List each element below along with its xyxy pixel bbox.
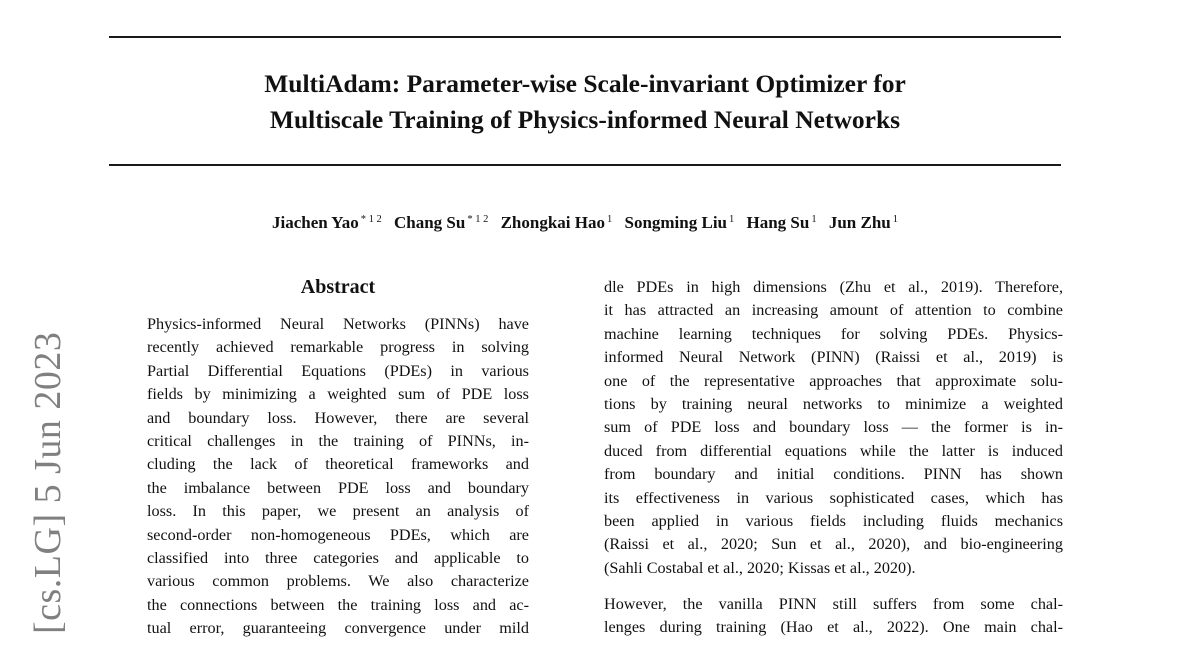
text-line: critical challenges in the training of PINNs, in- — [147, 432, 529, 451]
author-name: Hang Su — [746, 213, 810, 232]
intro-paragraph — [604, 276, 1063, 580]
text-line: its effectiveness in various sophisticated cases, which has — [604, 488, 1063, 507]
text-line: (Raissi et al., 2020; Sun et al., 2020), and bio-engineering — [604, 535, 1063, 554]
title-rule-bottom — [109, 164, 1061, 166]
author — [394, 208, 488, 235]
text-line: second-order non-homogeneous PDEs, which are — [147, 525, 529, 544]
paper-title — [109, 66, 1061, 138]
title-line: Multiscale Training of Physics-informed Neural Networks — [269, 105, 901, 134]
text-line: various common problems. We also characterize — [147, 572, 529, 591]
author — [829, 208, 898, 235]
text-line: been applied in various fields including fluids mechanics — [604, 512, 1063, 531]
text-line: loss. In this paper, we present an analysis of — [147, 502, 529, 521]
abstract-body — [147, 313, 529, 641]
author — [747, 208, 817, 235]
text-line: Partial Differential Equations (PDEs) in various — [147, 361, 529, 380]
text-line: recently achieved remarkable progress in solving — [147, 338, 529, 357]
text-line: (Sahli Costabal et al., 2020; Kissas et al., 2020). — [604, 558, 916, 577]
text-line: one of the representative approaches that approximate solu- — [604, 371, 1063, 390]
author — [501, 208, 613, 235]
author-name: Chang Su — [393, 213, 466, 232]
author-name: Jiachen Yao — [271, 213, 359, 232]
text-line: informed Neural Network (PINN) (Raissi et al., 2019) is — [604, 348, 1063, 367]
intro-paragraph — [604, 593, 1063, 640]
author-name: Jun Zhu — [828, 213, 891, 232]
author-name: Songming Liu — [624, 213, 727, 232]
text-line: tions by training neural networks to minimize a weighted — [604, 395, 1063, 414]
author-affiliation: 1 — [811, 214, 817, 225]
author-affiliation: 1 — [606, 214, 613, 225]
author — [272, 208, 382, 235]
text-line: dle PDEs in high dimensions (Zhu et al., 2019). Therefore, — [604, 278, 1063, 296]
author — [624, 208, 734, 235]
author-affiliation: * 1 2 — [467, 214, 489, 225]
text-line: from boundary and initial conditions. PINN has shown — [604, 465, 1063, 484]
author-name: Zhongkai Hao — [500, 213, 605, 232]
arxiv-stamp: [cs.LG] 5 Jun 2023 — [27, 331, 69, 634]
author-list — [109, 208, 1061, 235]
text-line: the imbalance between PDE loss and boundary — [147, 478, 529, 497]
text-line: classified into three categories and applicable to — [147, 549, 529, 568]
author-affiliation: 1 — [729, 214, 735, 225]
text-line: lenges during training (Hao et al., 2022). One main chal- — [604, 618, 1063, 637]
text-line: the connections between the training loss and ac- — [147, 595, 529, 614]
text-line: sum of PDE loss and boundary loss — the former is in- — [604, 418, 1063, 437]
title-line: MultiAdam: Parameter-wise Scale-invariant Optimizer for — [264, 69, 906, 98]
text-line: tual error, guaranteeing convergence under mild — [147, 619, 529, 638]
text-line: and boundary loss. However, there are several — [147, 408, 529, 427]
text-line: fields by minimizing a weighted sum of PDE loss — [147, 385, 529, 404]
text-line: cluding the lack of theoretical frameworks and — [147, 455, 529, 474]
text-line: machine learning techniques for solving PDEs. Physics- — [604, 324, 1063, 343]
text-line: duced from differential equations while the latter is induced — [604, 441, 1063, 460]
title-rule-top — [109, 36, 1061, 38]
abstract-heading: Abstract — [300, 276, 376, 298]
author-affiliation: * 1 2 — [360, 214, 382, 225]
text-line: Physics-informed Neural Networks (PINNs) have — [147, 315, 529, 333]
text-line: However, the vanilla PINN still suffers from some chal- — [604, 595, 1063, 613]
author-affiliation: 1 — [892, 214, 899, 225]
text-line: it has attracted an increasing amount of attention to combine — [604, 301, 1063, 320]
